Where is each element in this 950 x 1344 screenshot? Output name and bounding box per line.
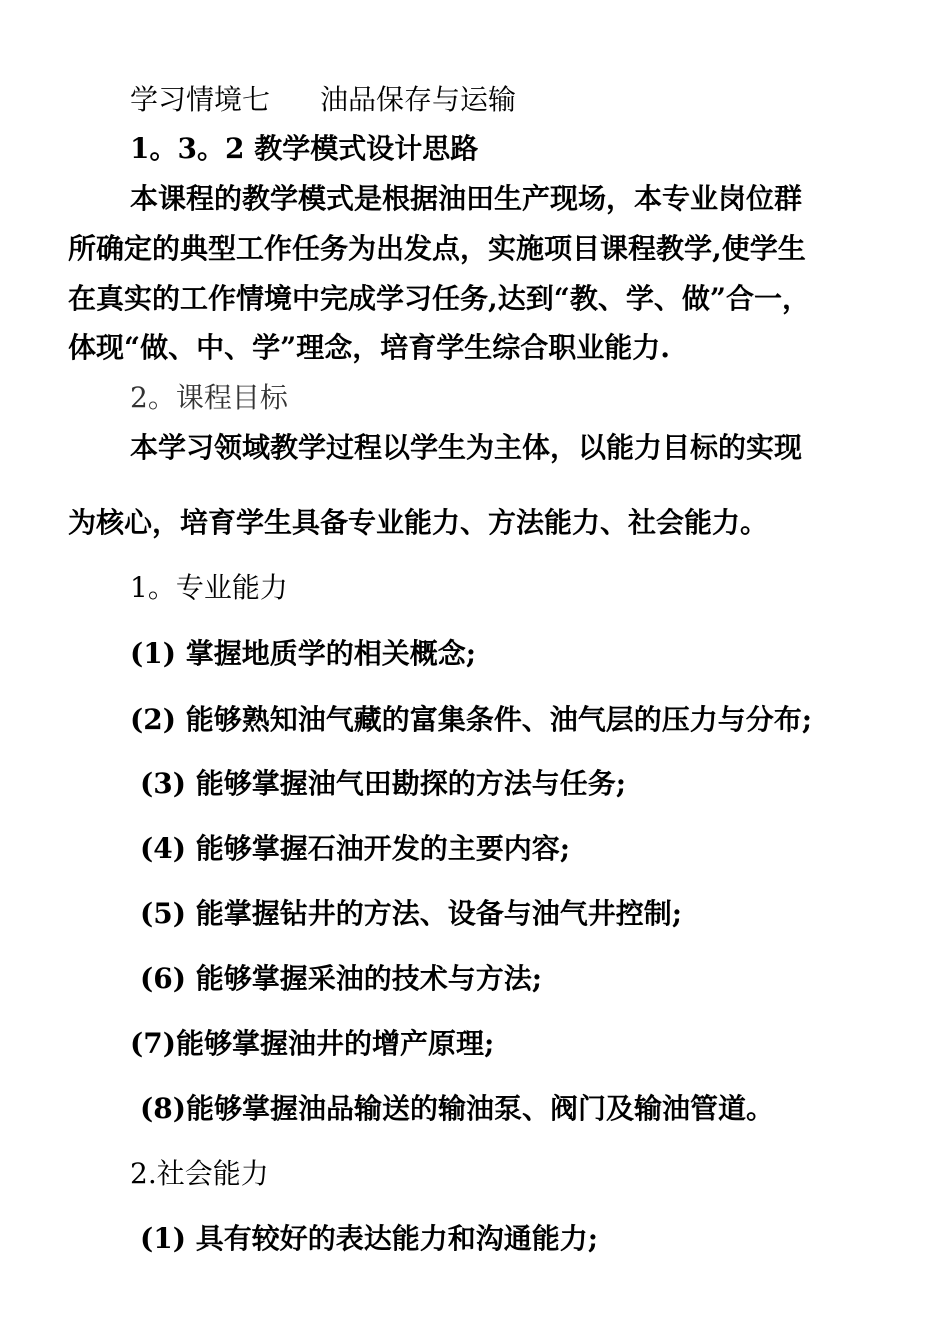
- social-heading: 2.社会能力: [130, 1157, 269, 1190]
- professional-item-7: (7)能够掌握油井的增产原理;: [130, 1027, 495, 1060]
- professional-item-3: (3) 能够掌握油气田勘探的方法与任务;: [140, 767, 627, 800]
- professional-item-8: (8)能够掌握油品输送的输油泵、阀门及输油管道。: [140, 1092, 774, 1125]
- professional-heading: 1。专业能力: [130, 571, 288, 604]
- professional-item-1: (1) 掌握地质学的相关概念;: [130, 637, 477, 670]
- goals-line-1: 本学习领域教学过程以学生为主体，以能力目标的实现: [130, 431, 803, 464]
- goals-line-2: 为核心，培育学生具备专业能力、方法能力、社会能力。: [68, 506, 769, 539]
- intro-line-1: 本课程的教学模式是根据油田生产现场，本专业岗位群: [130, 182, 803, 215]
- section-heading: 1。3。2 教学模式设计思路: [130, 132, 479, 165]
- intro-line-3: 在真实的工作情境中完成学习任务,达到“教、学、做”合一，: [68, 282, 810, 315]
- social-item-1: (1) 具有较好的表达能力和沟通能力;: [140, 1222, 599, 1255]
- professional-item-4: (4) 能够掌握石油开发的主要内容;: [140, 832, 571, 865]
- professional-item-6: (6) 能够掌握采油的技术与方法;: [140, 962, 543, 995]
- goals-heading: 2。课程目标: [130, 381, 288, 414]
- situation-title: 油品保存与运输: [320, 83, 517, 116]
- professional-item-2: (2) 能够熟知油气藏的富集条件、油气层的压力与分布;: [130, 703, 813, 736]
- situation-line: [130, 82, 516, 118]
- intro-line-4: 体现“做、中、学”理念，培育学生综合职业能力.: [68, 331, 670, 364]
- intro-line-2: 所确定的典型工作任务为出发点，实施项目课程教学,使学生: [68, 232, 806, 265]
- situation-label: 学习情境七: [130, 83, 271, 116]
- professional-item-5: (5) 能掌握钻井的方法、设备与油气井控制;: [140, 897, 683, 930]
